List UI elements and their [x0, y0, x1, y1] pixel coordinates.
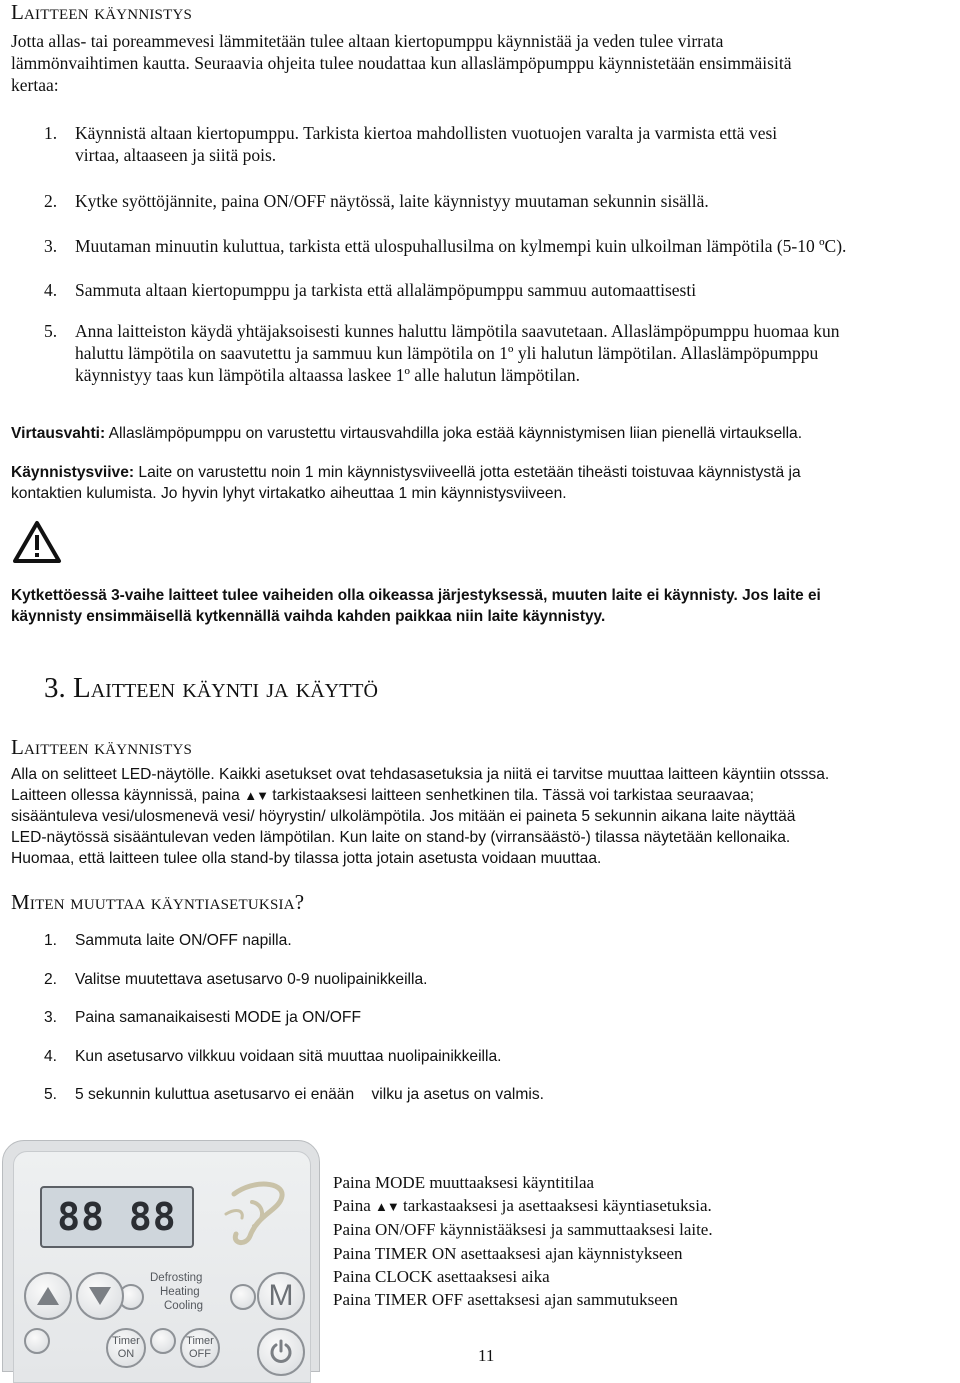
legend-line: Paina TIMER OFF asettaksesi ajan sammutukseen	[333, 1290, 678, 1310]
warning-icon	[12, 520, 62, 564]
intro-line: lämmönvaihtimen kautta. Seuraavia ohjeita tulee noudattaa kun allaslämpöpumppu käynnistetään ensimmäisitä	[11, 53, 792, 73]
power-icon	[268, 1339, 294, 1365]
chapter-title-text: Laitteen käynti ja käyttö	[73, 672, 378, 704]
settings-step: 3. Paina samanaikaisesti MODE ja ON/OFF	[44, 1009, 361, 1026]
timer-on-label: Timer	[112, 1335, 140, 1347]
brand-logo	[214, 1174, 294, 1254]
step-number: 3.	[44, 236, 58, 256]
led-line: Alla on selitteet LED-näytölle. Kaikki asetukset ovat tehdasasetuksia ja niitä ei tarvitse muuttaa laitteen käyntiin otsssa.	[11, 766, 830, 783]
step-number: 2.	[44, 191, 58, 211]
step-text: Kytke syöttöjännite, paina ON/OFF näytössä, laite käynnistyy muutaman sekunnin sisällä.	[75, 191, 709, 211]
settings-steps	[44, 930, 544, 1123]
intro-paragraph	[11, 30, 791, 96]
control-panel-face	[13, 1151, 311, 1383]
indicator-dot	[230, 1284, 256, 1310]
step-text: virtaa, altaaseen ja siitä pois.	[75, 145, 277, 165]
legend-line: Paina TIMER ON asettaaksesi ajan käynnistykseen	[333, 1243, 683, 1263]
chapter-number: 3.	[44, 672, 66, 704]
power-button[interactable]	[257, 1328, 305, 1376]
startup-step-3	[44, 235, 954, 257]
startup-step-5	[44, 320, 954, 386]
clock-button[interactable]	[24, 1328, 50, 1354]
settings-step: 2. Valitse muutettava asetusarvo 0-9 nuolipainikkeilla.	[44, 970, 428, 988]
up-button[interactable]	[24, 1272, 72, 1320]
phase-warning	[11, 585, 959, 627]
chapter-title	[44, 672, 378, 705]
startup-step-4	[44, 279, 944, 301]
mode-label-cooling: Cooling	[164, 1300, 203, 1312]
note-text: kontaktien kulumista. Jo hyvin lyhyt virtakatko aiheuttaa 1 min käynnistysviiveen.	[11, 485, 567, 502]
led-line: Huomaa, että laitteen tulee olla stand-by tilassa jotta jotain asetusta voidaan muuttaa.	[11, 850, 602, 867]
startup-step-2	[44, 190, 944, 212]
step-text: Anna laitteiston käydä yhtäjaksoisesti kunnes haluttu lämpötila saavutetaan. Allaslämpöpumppu huomaa kun	[75, 321, 840, 341]
led-line: Laitteen ollessa käynnissä, paina ▲▼ tarkistaaksesi laitteen senhetkinen tila. Tässä voi tarkistaa seuraavaa;	[11, 787, 754, 804]
control-panel	[2, 1140, 320, 1372]
section-heading-led: Laitteen käynnistys	[11, 735, 193, 759]
settings-step: 4. Kun asetusarvo vilkkuu voidaan sitä muuttaa nuolipainikkeilla.	[44, 1047, 502, 1065]
mode-label-defrosting: Defrosting	[150, 1272, 203, 1284]
step-text: Käynnistä altaan kiertopumppu. Tarkista kiertoa mahdollisten vuotuojen varalta ja varmista että vesi	[75, 123, 778, 143]
up-down-arrows-icon: ▲▼	[375, 1199, 399, 1215]
panel-legend	[333, 1171, 713, 1311]
led-explanation	[11, 764, 959, 869]
intro-line: Jotta allas- tai poreammevesi lämmitetään tulee altaan kiertopumppu käynnistää ja veden tulee virrata	[11, 31, 724, 51]
startup-step-1	[44, 122, 944, 166]
warning-line: käynnisty ensimmäisellä kytkennällä vaihda kahden paikkaa niin laite käynnistyy.	[11, 608, 606, 625]
clock-button[interactable]	[150, 1328, 176, 1354]
settings-step: 1. Sammuta laite ON/OFF napilla.	[44, 932, 292, 949]
legend-line: Paina CLOCK asettaaksesi aika	[333, 1266, 550, 1286]
start-delay-note	[11, 462, 951, 504]
led-display: 88 88	[40, 1186, 194, 1248]
timer-on-label: ON	[117, 1348, 135, 1360]
led-line: sisääntuleva vesi/ulosmenevä vesi/ höyrystin/ ulkolämpötila. Jos mitään ei paineta 5 sekunnin aikana laite näyttää	[11, 808, 796, 825]
step-number: 5.	[44, 321, 58, 341]
legend-line: Paina ▲▼ tarkastaaksesi ja asettaaksesi käyntiasetuksia.	[333, 1196, 712, 1216]
step-text: haluttu lämpötila on saavutettu ja sammuu kun lämpötila on 1º yli halutun lämpötilan. Allaslämpöpumppu	[75, 343, 819, 363]
intro-line: kertaa:	[11, 75, 59, 95]
section-heading-settings: Miten muuttaa käyntiasetuksia?	[11, 890, 305, 914]
timer-off-label: OFF	[188, 1348, 211, 1360]
step-text: käynnistyy taas kun lämpötila altaassa laskee 1º alle halutun lämpötilan.	[75, 365, 581, 385]
note-text: Allaslämpöpumppu on varustettu virtausvahdilla joka estää käynnistymisen liian pienellä virtauksella.	[105, 425, 803, 442]
step-number: 1.	[44, 123, 58, 143]
up-down-arrows-icon: ▲▼	[244, 788, 268, 803]
settings-step: 5. 5 sekunnin kuluttua asetusarvo ei enään vilku ja asetus on valmis.	[44, 1086, 544, 1103]
down-button[interactable]	[76, 1272, 124, 1320]
step-text: Sammuta altaan kiertopumppu ja tarkista että allalämpöpumppu sammuu automaattisesti	[75, 280, 697, 300]
note-label: Käynnistysviive:	[11, 464, 135, 481]
mode-label-heating: Heating	[160, 1286, 200, 1298]
timer-off-label: Timer	[186, 1335, 214, 1347]
warning-line: Kytkettöessä 3-vaihe laitteet tulee vaiheiden olla oikeassa järjestyksessä, muuten laite ei käynnisty. Jos laite ei	[11, 587, 821, 604]
note-label: Virtausvahti:	[11, 425, 106, 442]
flow-switch-note	[11, 423, 951, 444]
led-line: LED-näytössä sisääntulevan veden lämpötilan. Kun laite on stand-by (virransäästö-) tilassa näytetään kellonaika.	[11, 829, 791, 846]
page-number: 11	[478, 1346, 495, 1365]
mode-button[interactable]: M	[257, 1272, 305, 1320]
timer-off-button[interactable]	[180, 1328, 220, 1368]
step-text: Muutaman minuutin kuluttua, tarkista että ulospuhallusilma on kylmempi kuin ulkoilman lämpötila (5-10 ºC).	[75, 236, 847, 256]
step-number: 4.	[44, 280, 58, 300]
legend-line: Paina MODE muuttaaksesi käyntitilaa	[333, 1173, 595, 1192]
section-heading-startup: Laitteen käynnistys	[11, 0, 193, 24]
note-text: Laite on varustettu noin 1 min käynnistysviiveellä jotta estetään tiheästi toistuvaa käynnistystä ja	[134, 464, 801, 481]
timer-on-button[interactable]	[106, 1328, 146, 1368]
legend-line: Paina ON/OFF käynnistääksesi ja sammuttaaksesi laite.	[333, 1220, 713, 1240]
